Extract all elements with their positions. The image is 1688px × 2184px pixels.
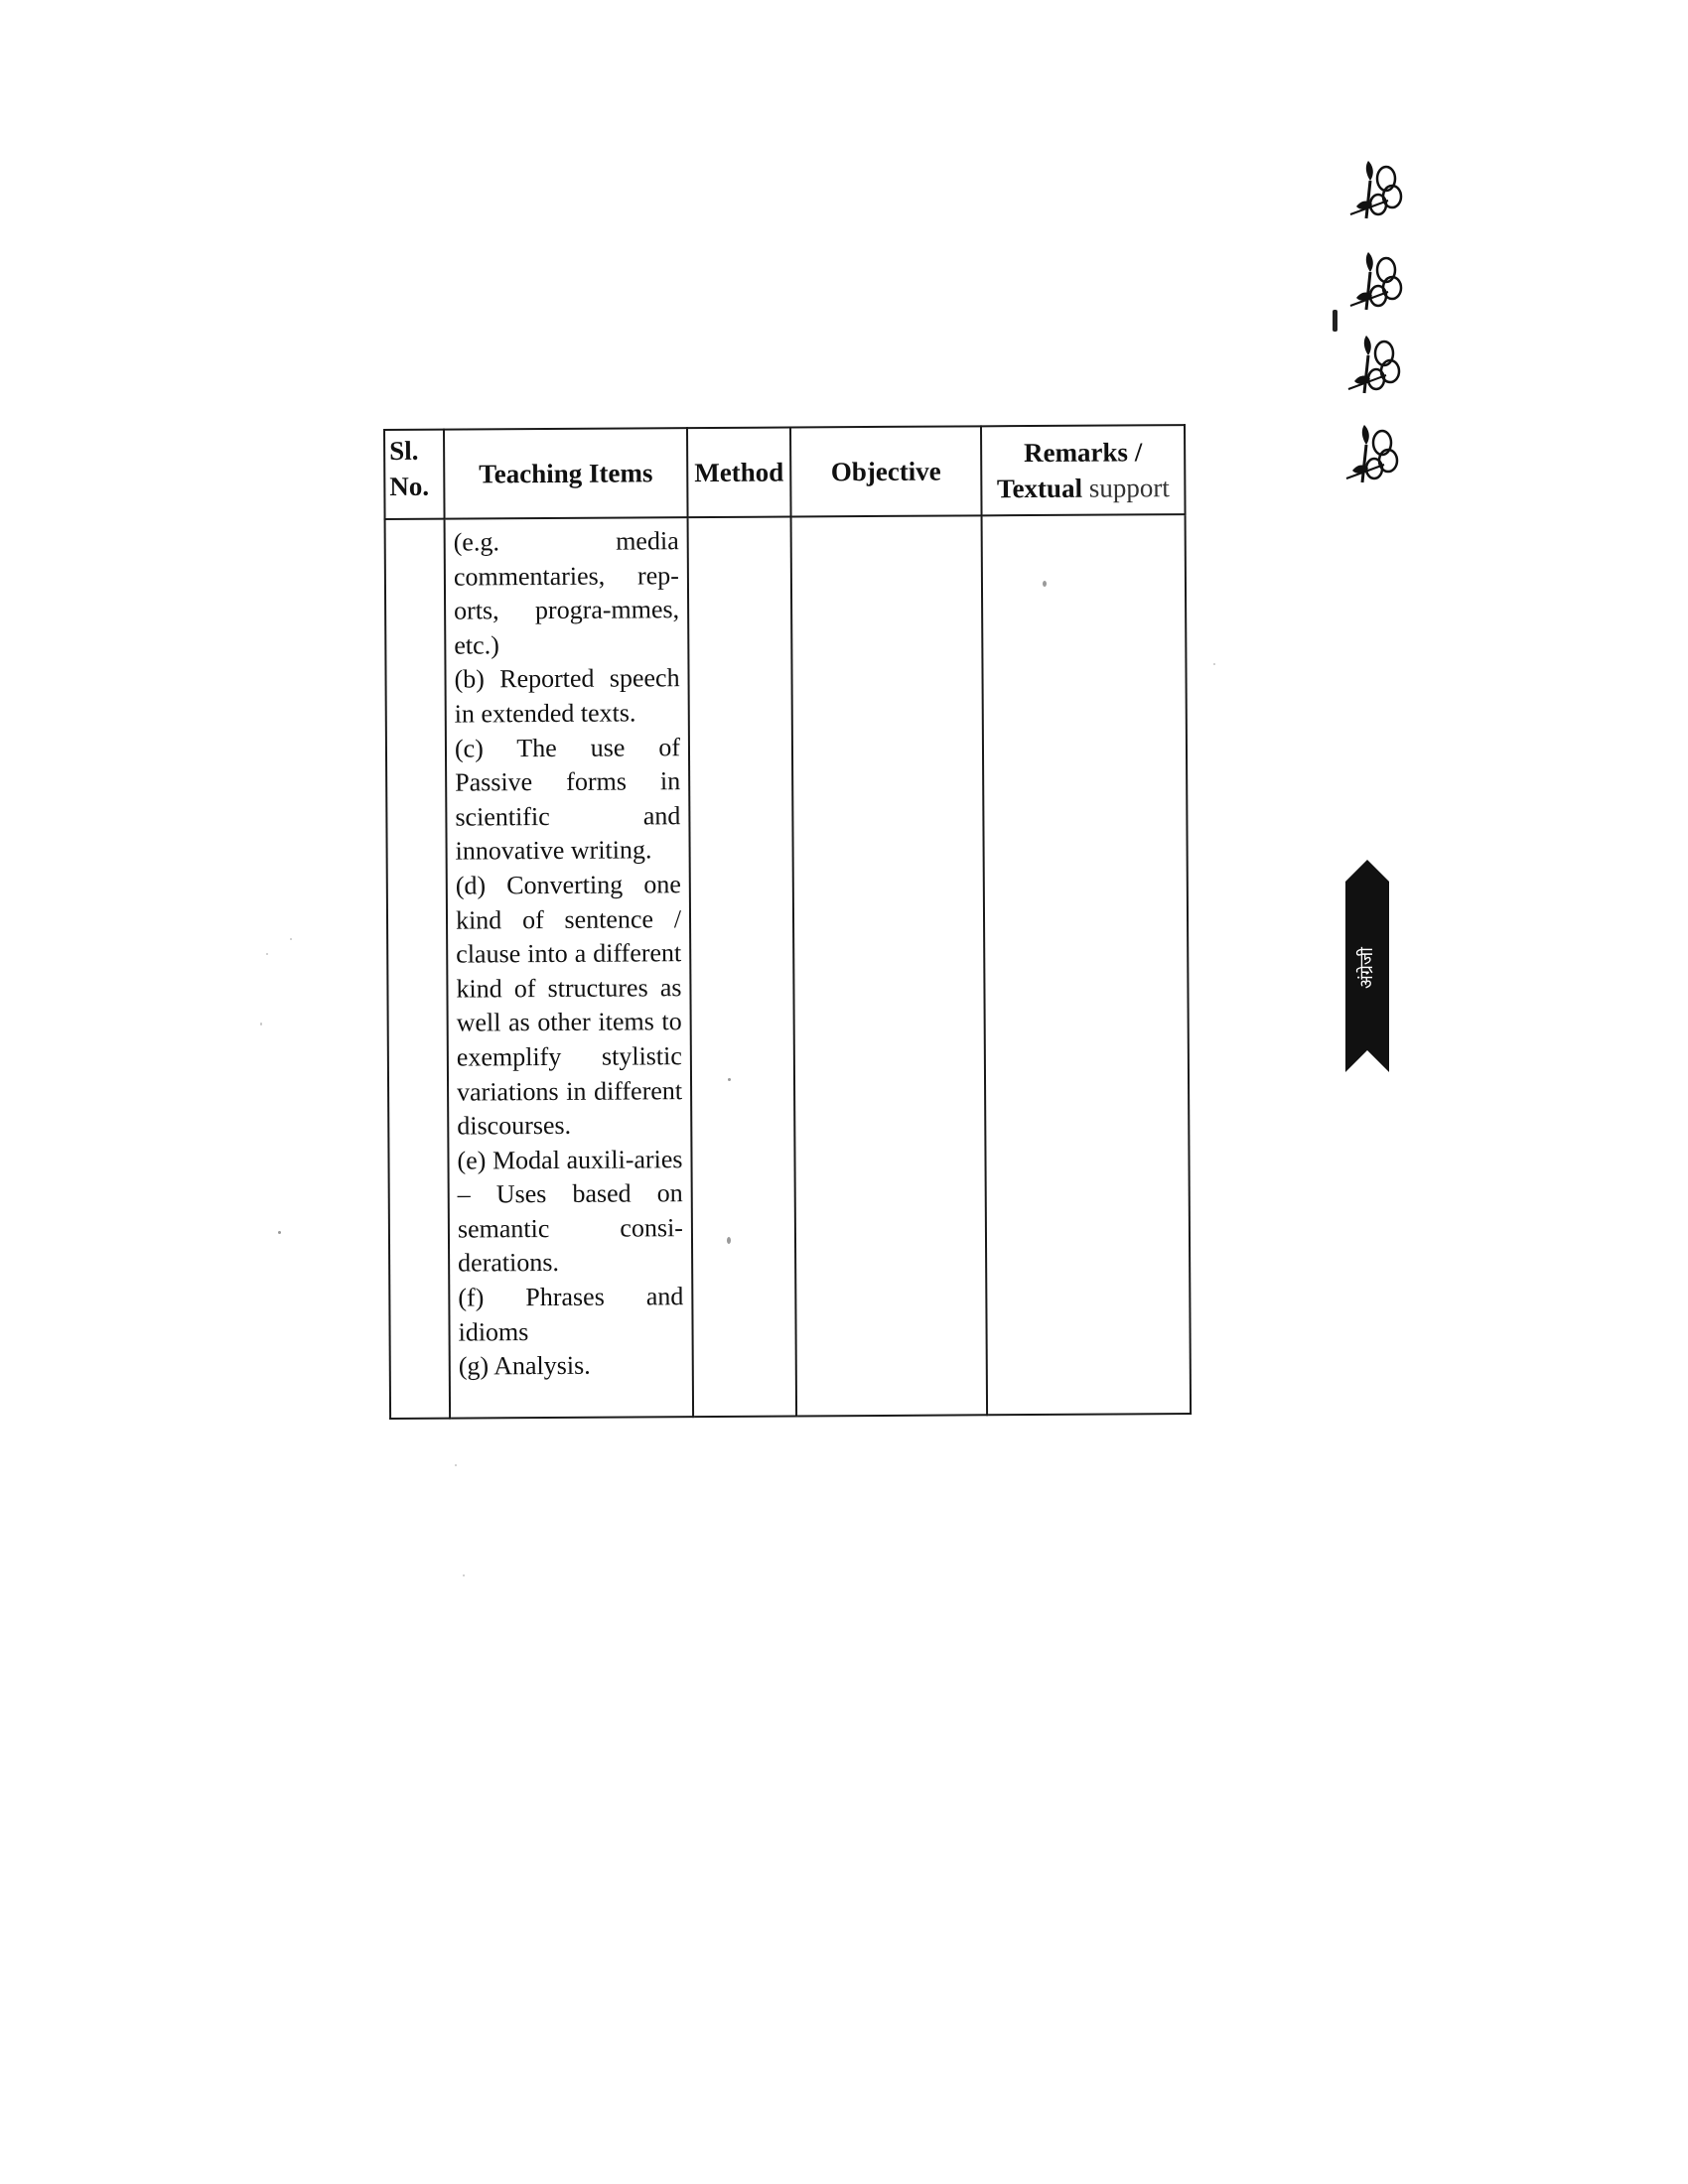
header-sl-no: Sl. No. (384, 430, 445, 519)
header-remarks-line1: Remarks / (1023, 437, 1143, 469)
syllabus-table (383, 424, 1192, 1420)
leaf-sprig-icon (1346, 332, 1408, 397)
cell-remarks (982, 514, 1192, 1415)
list-item: (d) Converting one kind of sentence / clause into a different kind of structures as well as other items to exemplify stylistic variations in different discourses. (455, 870, 683, 1141)
header-remarks (981, 425, 1186, 515)
cell-objective (791, 515, 988, 1416)
scan-speck (728, 1078, 731, 1081)
cell-sl-no (385, 519, 451, 1419)
scan-speck (266, 953, 268, 955)
list-item: (c) The use of Passive forms in scientific and innovative writing. (454, 732, 681, 866)
section-tab-label: अंग्रेजी (1356, 947, 1377, 989)
scan-speck (455, 1464, 457, 1466)
table-row (385, 514, 1192, 1419)
scan-speck (290, 938, 292, 940)
scan-speck (260, 1023, 262, 1025)
list-item: (e) Modal auxili-aries – Uses based on semantic consi-derations. (457, 1144, 684, 1279)
scan-speck (278, 1231, 281, 1234)
header-teaching-items: Teaching Items (444, 428, 688, 518)
list-item: (g) Analysis. (458, 1350, 591, 1381)
cell-method (688, 516, 797, 1417)
scan-speck (1043, 581, 1047, 587)
header-objective: Objective (790, 426, 982, 516)
leaf-sprig-icon (1348, 157, 1410, 222)
leaf-sprig-icon (1348, 248, 1410, 314)
header-method: Method (687, 427, 791, 517)
header-remarks-light: support (1088, 473, 1170, 503)
list-item: (e.g. media commentaries, rep-orts, progra-mmes, etc.) (453, 526, 680, 660)
small-mark (1333, 310, 1337, 332)
header-remarks-bold: Textual (996, 473, 1083, 504)
scan-speck (1213, 663, 1215, 665)
teaching-items-list (446, 518, 692, 1392)
leaf-sprig-icon (1344, 421, 1406, 486)
scan-speck (727, 1237, 731, 1244)
list-item: (b) Reported speech in extended texts. (454, 663, 680, 729)
list-item: (f) Phrases and idioms (458, 1282, 684, 1347)
table-header-row (384, 425, 1186, 519)
cell-teaching-items (445, 517, 694, 1418)
scan-speck (463, 1574, 465, 1576)
